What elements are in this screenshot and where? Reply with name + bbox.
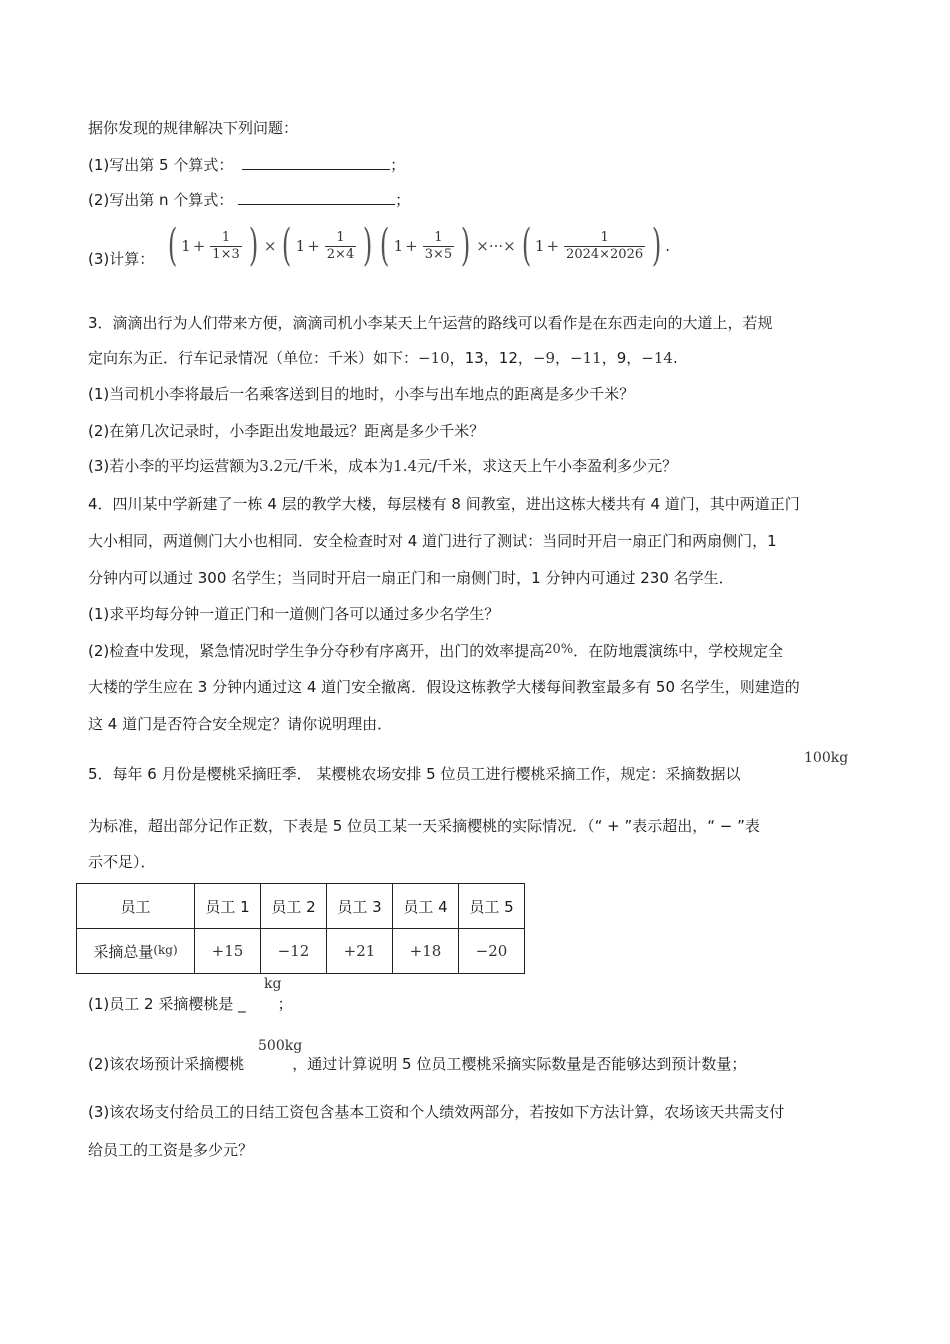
- table-cell: +21: [327, 929, 393, 974]
- table-row: [77, 929, 525, 974]
- cost-value: 1.4: [393, 457, 418, 475]
- q4-part-2-line-1: (2)检查中发现，紧急情况时学生争分夺秒有序离开，出门的效率提高20%．在防地震演练中，学校规定全: [88, 642, 784, 660]
- q3-part-2: (2)在第几次记录时，小李距出发地最远？距离是多少千米？: [88, 422, 485, 440]
- q4-part-1: (1)求平均每分钟一道正门和一道侧门各可以通过多少名学生？: [88, 605, 500, 623]
- pattern-part-3-end: .: [665, 237, 671, 255]
- standard-mass: 100kg: [804, 750, 849, 766]
- pattern-part-3-label: (3)计算：: [88, 250, 155, 268]
- fraction-last: $\frac{1}{2024\times 2026}$: [566, 229, 644, 262]
- record-5: −11: [570, 349, 602, 367]
- factor-2: ( 1 + $\frac{1}{2\times 4}$ ): [282, 220, 373, 271]
- q5-part-2: (2)该农场预计采摘樱桃 ，通过计算说明 5 位员工樱桃采摘实际数量是否能够达到预计数量；: [88, 1055, 747, 1073]
- ellipsis-product: ×···×: [476, 237, 516, 255]
- table-header-cell: 员工 3: [327, 884, 393, 929]
- pattern-part-1: [88, 154, 405, 175]
- q5-stem-line-1: 5．每年 6 月份是樱桃采摘旺季． 某樱桃农场安排 5 位员工进行樱桃采摘工作，规定：采摘数据以: [88, 765, 741, 783]
- q4-part-2-line-3: 这 4 道门是否符合安全规定？请你说明理由．: [88, 715, 393, 733]
- pattern-part-2-end: ；: [395, 191, 411, 209]
- record-4: −9: [532, 349, 556, 367]
- part-1-unit: kg: [264, 976, 282, 992]
- pattern-part-2-label: (2)写出第 n 个算式：: [88, 191, 234, 209]
- table-cell: +15: [195, 929, 261, 974]
- record-2: 13: [464, 349, 484, 367]
- pattern-part-1-end: ；: [390, 156, 406, 174]
- q3-part-3: (3)若小李的平均运营额为3.2元/千米，成本为1.4元/千米，求这天上午小李盈利多少元？: [88, 457, 678, 475]
- record-3: 12: [498, 349, 518, 367]
- record-7: −14: [641, 349, 673, 367]
- factor-3: ( 1 + $\frac{1}{3\times 5}$ ): [380, 220, 471, 271]
- q3-part-1: (1)当司机小李将最后一名乘客送到目的地时，小李与出车地点的距离是多少千米？: [88, 385, 635, 403]
- q3-stem-line-1: 3．滴滴出行为人们带来方便，滴滴司机小李某天上午运营的路线可以看作是在东西走向的大道上，若规: [88, 314, 773, 332]
- table-cell: +18: [393, 929, 459, 974]
- table-header-cell: 员工 2: [261, 884, 327, 929]
- answer-blank-1[interactable]: [242, 154, 390, 170]
- table-row-label: 采摘总量$^{(kg)}$: [77, 929, 195, 974]
- table-header-cell: 员工: [77, 884, 195, 929]
- product-formula: [164, 221, 670, 271]
- record-1: −10: [418, 349, 450, 367]
- q4-stem-line-1: 4．四川某中学新建了一栋 4 层的教学大楼，每层楼有 8 间教室，进出这栋大楼共有 4 道门，其中两道正门: [88, 495, 800, 513]
- expected-mass: 500kg: [258, 1038, 303, 1054]
- table-cell: −20: [459, 929, 525, 974]
- answer-blank-2[interactable]: [238, 189, 395, 205]
- intro-text: 据你发现的规律解决下列问题：: [88, 119, 299, 137]
- fraction-3: $\frac{1}{3\times 5}$: [424, 229, 453, 262]
- efficiency-percent: 20%: [544, 642, 574, 657]
- factor-last: ( 1 + $\frac{1}{2024\times 2026}$ ): [521, 220, 662, 271]
- q5-part-3-line-2: 给员工的工资是多少元？: [88, 1141, 254, 1159]
- picking-table: [76, 883, 525, 974]
- record-6: 9: [616, 349, 627, 367]
- q4-part-2-line-2: 大楼的学生应在 3 分钟内通过这 4 道门安全撤离．假设这栋教学大楼每间教室最多有 50 名学生，则建造的: [88, 678, 800, 696]
- q3-stem-line-2: 定向东为正．行车记录情况（单位：千米）如下：−10，13，12，−9，−11，9，−14.: [88, 349, 678, 367]
- table-header-cell: 员工 1: [195, 884, 261, 929]
- q5-part-3-line-1: (3)该农场支付给员工的日结工资包含基本工资和个人绩效两部分，若按如下方法计算，农场该天共需支付: [88, 1103, 785, 1121]
- q5-stem-line-3: 示不足）．: [88, 853, 156, 871]
- q5-part-1: (1)员工 2 采摘樱桃是 _ ；: [88, 995, 293, 1013]
- table-header-cell: 员工 5: [459, 884, 525, 929]
- table-header-row: [77, 884, 525, 929]
- times-sign: ×: [263, 237, 277, 255]
- q4-stem-line-2: 大小相同，两道侧门大小也相同．安全检查时对 4 道门进行了测试：当同时开启一扇正门和两扇侧门，1: [88, 532, 777, 550]
- table-cell: −12: [261, 929, 327, 974]
- q5-stem-line-2: 为标准，超出部分记作正数，下表是 5 位员工某一天采摘樱桃的实际情况．（“ + ”表示超出，“ − ”表: [88, 817, 760, 835]
- table-header-cell: 员工 4: [393, 884, 459, 929]
- factor-1: ( 1 + $\frac{1}{1\times 3}$ ): [167, 220, 259, 271]
- fraction-1: $\frac{1}{1\times 3}$: [212, 229, 240, 262]
- fraction-2: $\frac{1}{2\times 4}$: [326, 229, 355, 262]
- pattern-part-1-label: (1)写出第 5 个算式：: [88, 156, 234, 174]
- pattern-part-2: [88, 189, 410, 210]
- q4-stem-line-3: 分钟内可以通过 300 名学生；当同时开启一扇正门和一扇侧门时，1 分钟内可通过 230 名学生．: [88, 569, 734, 587]
- avg-revenue-value: 3.2: [259, 457, 284, 475]
